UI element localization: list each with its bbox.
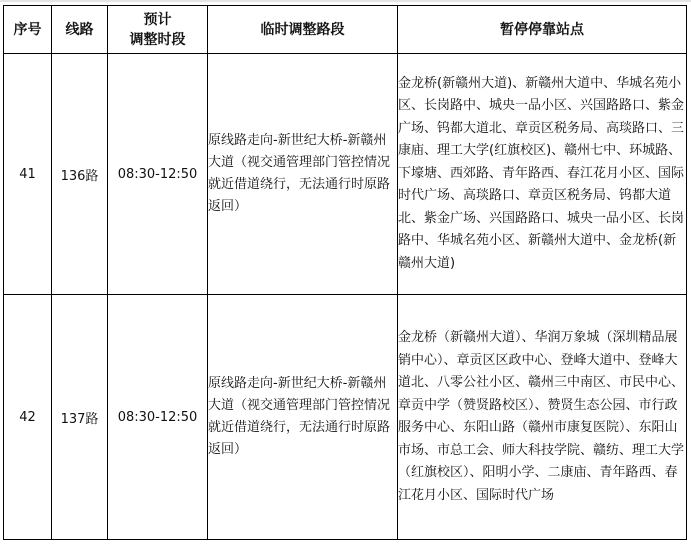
row-time: 08:30-12:50 [108,295,208,540]
header-temp-segment: 临时调整路段 [208,6,398,54]
row-segment: 原线路走向-新世纪大桥-新赣州大道（视交通管理部门管控情况就近借道绕行，无法通行时原路返回） [208,295,398,540]
table-header-row [4,6,687,54]
header-route: 线路 [52,6,108,54]
row-route: 137路 [52,295,108,540]
header-index: 序号 [4,6,52,54]
row-index: 41 [4,54,52,295]
bus-route-adjustment-table [3,5,687,540]
row-route: 136路 [52,54,108,295]
table-row [4,295,687,540]
row-stops: 金龙桥（新赣州大道）、华润万象城（深圳精品展销中心）、章贡区区政中心、登峰大道中、登峰大道北、八零公社小区、赣州三中南区、市民中心、章贡中学（赞贤路校区）、赞贤生态公园、市行政服务中心、东阳山路（赣州市康复医院）、东阳山市场、市总工会、师大科技学院、赣纺、理工大学（红旗校区）、阳明小学、二康庙、青年路西、春江花月小区、国际时代广场 [398,295,687,540]
header-adjust-time-line2: 调整时段 [129,31,186,48]
header-adjust-time [108,6,208,54]
row-segment: 原线路走向-新世纪大桥-新赣州大道（视交通管理部门管控情况就近借道绕行，无法通行时原路返回） [208,54,398,295]
header-adjust-time-line1: 预计 [143,11,172,28]
row-stops: 金龙桥(新赣州大道)、新赣州大道中、华城名苑小区、长岗路中、城央一品小区、兴国路路口、紫金广场、钨都大道北、章贡区税务局、高琰路口、三康庙、理工大学(红旗校区)、赣州七中、环城路、下壕塘、西郊路、青年路西、春江花月小区、国际时代广场、高琰路口、章贡区税务局、钨都大道北、紫金广场、兴国路路口、城央一品小区、长岗路中、华城名苑小区、新赣州大道中、金龙桥(新赣州大道) [398,54,687,295]
table-row [4,54,687,295]
top-edge-line [0,0,691,2]
header-suspended-stops: 暂停停靠站点 [398,6,687,54]
row-index: 42 [4,295,52,540]
row-time: 08:30-12:50 [108,54,208,295]
